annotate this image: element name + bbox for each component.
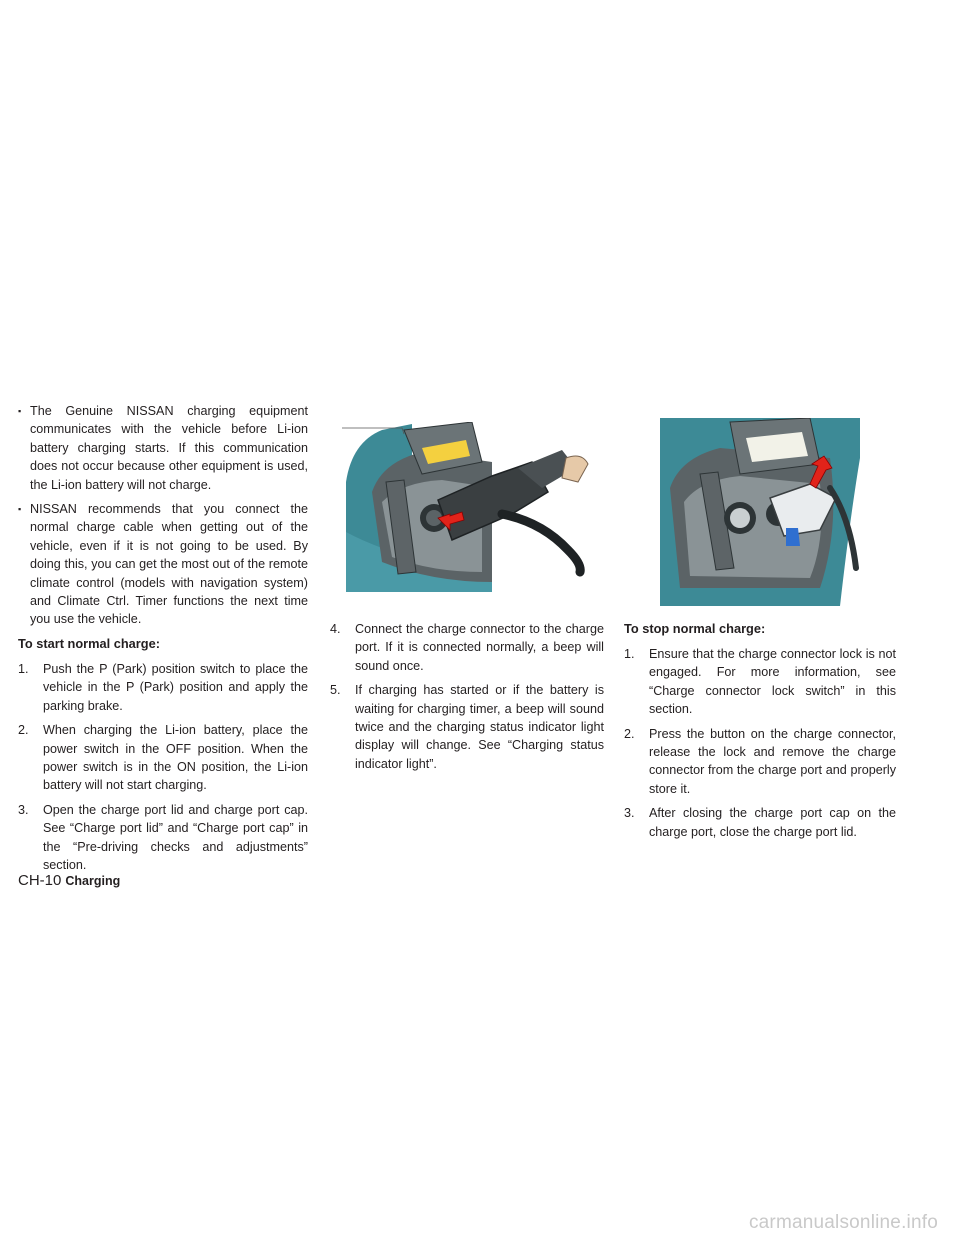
step-text: Press the button on the charge connector, release the lock and remove the charge connector from the charge port and properly store it. [649, 726, 896, 796]
section-name: Charging [65, 874, 121, 888]
step-number: 1. [624, 647, 635, 661]
figure-remove-charger [660, 418, 860, 606]
step-item [624, 804, 896, 841]
step-text: Push the P (Park) position switch to place the vehicle in the P (Park) position and apply the parking brake. [43, 661, 308, 713]
site-watermark: carmanualsonline.info [748, 1212, 938, 1233]
step-number: 3. [624, 806, 635, 821]
page-footer [18, 872, 120, 890]
step-text: If charging has started or if the battery is waiting for charging timer, a beep will sound twice and the charging status indicator light display will change. See “Charging status indicator light”. [355, 683, 604, 771]
heading-start-normal-charge: To start normal charge: [18, 635, 160, 651]
column-1 [18, 402, 308, 880]
charge-port-connect-illustration [342, 422, 598, 592]
step-item [18, 660, 308, 715]
start-charge-steps [18, 660, 308, 874]
step-text: After closing the charge port cap on the charge port, close the charge port lid. [649, 806, 896, 839]
step-text: Connect the charge connector to the charge port. If it is connected normally, a beep will sound once. [355, 622, 604, 673]
bullet-connect-cable: ▪ NISSAN recommends that you connect the normal charge cable when getting out of the vehicle, even if it is not going to be used. By doing this, you can get the most out of the remote climate control (models with navigation system) and Climate Ctrl. Timer functions the next time you use the vehicle. [18, 500, 308, 629]
step-number: 5. [330, 683, 341, 698]
step-number: 3. [18, 802, 29, 817]
step-item [18, 721, 308, 795]
step-number: 2. [624, 726, 635, 741]
step-text: Ensure that the charge connector lock is not engaged. For more information, see “Charge connector lock switch” in this section. [649, 647, 896, 717]
step-item [330, 681, 604, 773]
step-number: 1. [18, 661, 29, 676]
column-3 [624, 620, 896, 847]
start-charge-steps-continued [330, 620, 604, 773]
stop-charge-steps [624, 645, 896, 841]
page-number: CH-10 [18, 872, 62, 889]
step-text: Open the charge port lid and charge port cap. See “Charge port lid” and “Charge port cap” in the “Pre-driving checks and adjustments” section. [43, 802, 308, 872]
column-2 [330, 620, 604, 779]
heading-stop-normal-charge: To stop normal charge: [624, 621, 766, 636]
charge-port-remove-illustration [660, 418, 860, 606]
step-item [624, 725, 896, 799]
bullet-charging-equipment: ▪ The Genuine NISSAN charging equipment communicates with the vehicle before Li-ion battery charging starts. If this communication does not occur because other equipment is used, the Li-ion battery will not charge. [18, 402, 308, 494]
note-bullets [18, 402, 308, 629]
step-item [624, 645, 896, 719]
step-number: 4. [330, 622, 341, 636]
step-item [18, 801, 308, 875]
step-item [330, 620, 604, 675]
step-text: When charging the Li-ion battery, place the power switch in the OFF position. When the power switch is in the ON position, the Li-ion battery will not start charging. [43, 723, 308, 793]
figure-connect-charger [342, 422, 598, 592]
step-number: 2. [18, 723, 29, 738]
